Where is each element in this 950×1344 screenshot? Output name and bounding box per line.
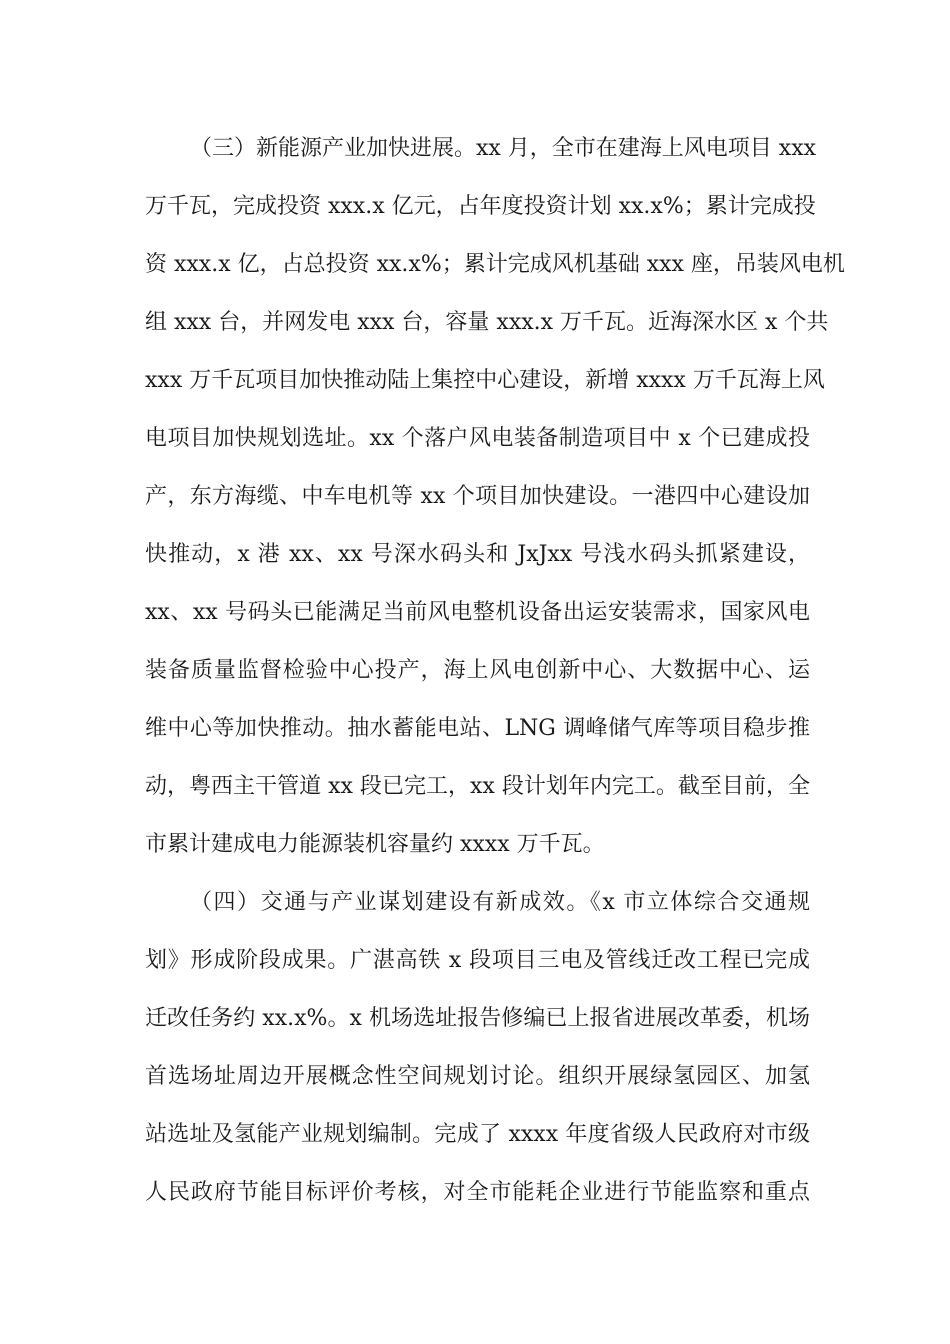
- paragraph-3-line-13: 市累计建成电力能源装机容量约 xxxx 万千瓦。: [145, 832, 605, 857]
- paragraph-3-line-7: 产，东方海缆、中车电机等 xx 个项目加快建设。一港四中心建设加: [145, 484, 810, 509]
- paragraph-3-line-4: 组 xxx 台，并网发电 xxx 台，容量 xxx.x 万千瓦。近海深水区 x 个共: [145, 310, 829, 335]
- paragraph-4-line-3: 迁改任务约 xx.x%。x 机场选址报告修编已上报省进展改革委，机场: [145, 1006, 810, 1031]
- paragraph-4-line-6: 人民政府节能目标评价考核，对全市能耗企业进行节能监察和重点: [145, 1180, 810, 1205]
- paragraph-3-line-6: 电项目加快规划选址。xx 个落户风电装备制造项目中 x 个已建成投: [145, 426, 810, 451]
- paragraph-3-line-5: xxx 万千瓦项目加快推动陆上集控中心建设，新增 xxxx 万千瓦海上风: [145, 368, 825, 393]
- paragraph-3-line-8: 快推动，x 港 xx、xx 号深水码头和 JxJxx 号浅水码头抓紧建设，: [145, 542, 810, 567]
- paragraph-3-line-1: （三）新能源产业加快进展。xx 月，全市在建海上风电项目 xxx: [190, 136, 817, 161]
- paragraph-3-line-10: 装备质量监督检验中心投产，海上风电创新中心、大数据中心、运: [145, 658, 810, 683]
- paragraph-3-line-12: 动，粤西主干管道 xx 段已完工，xx 段计划年内完工。截至目前，全: [145, 774, 810, 799]
- paragraph-3-line-9: xx、xx 号码头已能满足当前风电整机设备出运安装需求，国家风电: [145, 600, 810, 625]
- paragraph-3-line-3: 资 xxx.x 亿，占总投资 xx.x%；累计完成风机基础 xxx 座，吊装风电机: [145, 252, 845, 277]
- paragraph-4-line-4: 首选场址周边开展概念性空间规划讨论。组织开展绿氢园区、加氢: [145, 1064, 810, 1089]
- paragraph-4-line-2: 划》形成阶段成果。广湛高铁 x 段项目三电及管线迁改工程已完成: [145, 948, 810, 973]
- paragraph-4-line-1: （四）交通与产业谋划建设有新成效。《x 市立体综合交通规: [190, 890, 810, 915]
- paragraph-3-line-2: 万千瓦，完成投资 xxx.x 亿元，占年度投资计划 xx.x%；累计完成投: [145, 194, 816, 219]
- paragraph-3-line-11: 维中心等加快推动。抽水蓄能电站、LNG 调峰储气库等项目稳步推: [145, 716, 810, 741]
- paragraph-4-line-5: 站选址及氢能产业规划编制。完成了 xxxx 年度省级人民政府对市级: [145, 1122, 810, 1147]
